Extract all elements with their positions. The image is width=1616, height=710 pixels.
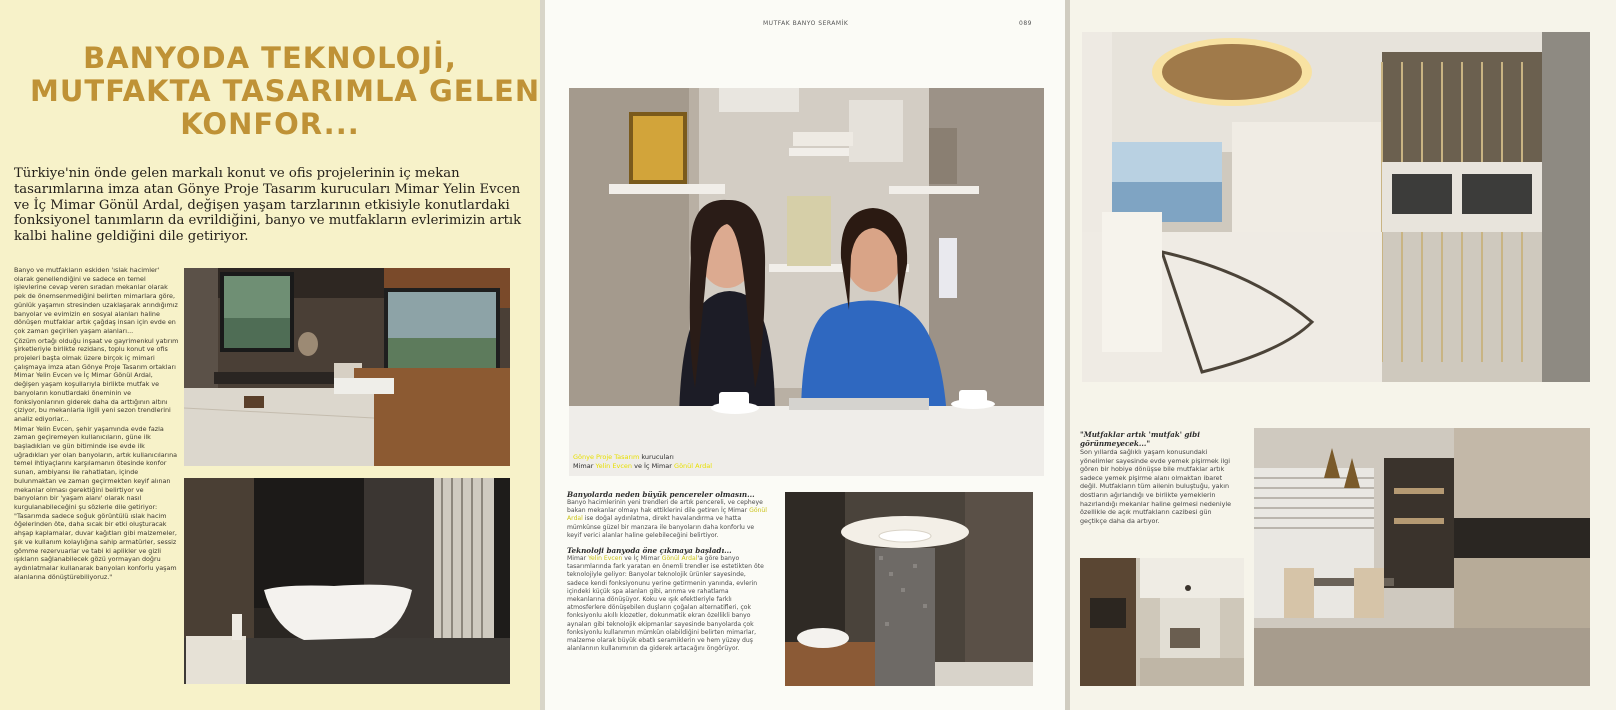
body-paragraph: Çözüm ortağı olduğu inşaat ve gayrimenkul yatırım şirketleriyle birlikte rezidans, toplu konut ve ofis projeleri başta olmak üzere birçok iç mimari çalışmaya imza atan Gönye Proje Tasarım ortakları Mimar Yelin Evcen ve İç Mimar Gönül Ardal, değişen yaşam koşullarıyla birlikte mutfak ve banyoların konutlardaki öneminin ve fonksiyonlarının giderek daha da arttığının altını çiziyor, bu mekanlarla ilgili yeni sezon trendlerini analiz ediyorlar...	[14, 336, 179, 423]
title-line: KONFOR...	[180, 107, 360, 141]
body-paragraph	[567, 555, 767, 653]
page-center	[545, 0, 1065, 710]
title-line: MUTFAKTA TASARIMLA GELEN	[30, 74, 540, 108]
caption-highlight: Gönye Proje Tasarım	[573, 453, 640, 461]
page-number: 089	[1019, 20, 1032, 27]
kitchen-photo-main	[1082, 32, 1590, 382]
text-span: 'a göre banyo tasarımlarında fark yaratan en önemli trendler ise estetikten öte teknolojiyle geliyor: Banyolar teknolojik ürünler sayesinde, sadece kendi fonksiyonunu yerine getirmenin yanında, evlerin içindeki küçük spa alanları gibi, arınma ve rahatlama mekanlarına dönüşüyor. Koku ve ışık efektleriyle farklı atmosferlere dönüşebilen duşların çoğalan alternatifleri, çok fonksiyonlu akıllı klozetler, dokunmatik ekran özellikli banyo aynaları gibi teknolojik ekipmanlar sayesinde banyolarda çok fonksiyonlu kullanımın mümkün olabildiğini belirten mimarlar, malzeme olarak büyük ebatlı seramiklerin ve hem yüzey duş alanlarının kullanımının da giderek artacağını öngörüyor.	[567, 555, 764, 653]
name-highlight: Gönül Ardal	[661, 555, 698, 563]
text-span: Banyo hacimlerinin yeni trendleri de artık pencereli, ve cepheye bakan mekanlar olmayı hak ettiklerini dile getiren İç Mimar	[567, 499, 763, 515]
section-header: MUTFAK BANYO SERAMİK	[763, 20, 849, 27]
caption-highlight: Gönül Ardal	[674, 462, 713, 470]
text-span: ise doğal aydınlatma, direkt havalandırma ve hatta mümkünse güzel bir manzara ile banyoların daha konforlu ve keyif verici alanlar haline gelebileceğini belirtiyor.	[567, 515, 755, 539]
caption-text: ve İç Mimar	[632, 462, 675, 470]
body-paragraph	[567, 499, 767, 540]
portrait-photo-architects	[569, 88, 1044, 476]
pull-quote	[1080, 430, 1240, 525]
page-left	[0, 0, 540, 710]
body-column	[567, 490, 767, 659]
photo-caption	[573, 453, 712, 471]
caption-text: kurucuları	[639, 453, 674, 461]
caption-highlight: Yelin Evcen	[595, 462, 633, 470]
body-paragraph: Banyo ve mutfakların eskiden 'ıslak hacimler' olarak genellendiğini ve sadece en temel işlevlerine cevap veren sıradan mekanlar olarak pek de önemsenmediğini belirten mimarlara göre, günlük yaşamın stresinden uzaklaşarak arındığımız banyolar ve evimizin en sosyal alanları haline dönüşen mutfaklar artık çağdaş insan için evde en çok zaman geçirilen yaşam alanları...	[14, 266, 178, 335]
kitchen-photo-hallway	[1080, 558, 1244, 686]
body-column	[14, 266, 179, 691]
article-title	[30, 41, 540, 141]
lead-paragraph: Türkiye'nin önde gelen markalı konut ve ofis projelerinin iç mekan tasarımlarına imza atan Gönye Proje Tasarım kurucuları Mimar Yelin Evcen ve İç Mimar Gönül Ardal, değişen yaşam tarzlarının etkisiyle konutlardaki fonksiyonel tanımların da evrildiğini, banyo ve mutfakların evlerimizin artık kalbi haline geldiğini dile getiriyor.	[14, 166, 522, 245]
quote-heading: "Mutfaklar artık 'mutfak' gibi görünmeyecek..."	[1080, 430, 1200, 448]
bathroom-photo-shower	[785, 492, 1033, 686]
body-paragraph: Mimar Yelin Evcen, şehir yaşamında evde fazla zaman geçiremeyen kullanıcıların, güne ilk başladıkları ve gün bitiminde ise evde ilk uğradıkları yer olan banyoların, artık kullanıcılarına temel ihtiyaçlarını karşılamanın ötesinde konfor sunan, ambiyansı ile rahatlatan, içinde bulunmaktan ve zaman geçirmekten keyif alınan mekanlar olması gerektiğini belirtiyor ve banyoların bir 'yaşam alanı' olarak nasıl kurgulanabileceğini şu sözlerle dile getiriyor: "Tasarımda sadece soğuk görüntülü ıslak hacim öğelerinden öte, daha sıcak bir etki oluşturacak ahşap kaplamalar, duvar kağıtları gibi malzemeler, şık ve kullanım kolaylığına sahip armatürler, sessiz gömme rezervuarlar ve tabi ki aplikler ve gizli ışıkların sağlanabilecek gözü yormayan doğru aydınlatmalar kullanarak banyoları konforlu yaşam alanlarına dönüştürebiliyoruz."	[14, 424, 178, 581]
kitchen-photo-dining	[1254, 428, 1590, 686]
quote-body: Son yıllarda sağlıklı yaşam konusundaki yönelimler sayesinde evde yemek pişirmek ilgi gören bir hobiye dönüşse bile mutfaklar artık sadece yemek pişirme alanı olmaktan ibaret değil. Mutfakların tüm ailenin buluştuğu, yakın dostların ağırlandığı ve birlikte yemeklerin hazırlandığı mekanlar haline gelmesi nedeniyle özellikle de açık mutfakların cazibesi gün geçtikçe daha da artıyor.	[1080, 448, 1232, 525]
bathroom-photo-window	[184, 268, 510, 466]
subheading: Banyolarda neden büyük pencereler olmasın...	[567, 490, 755, 499]
name-highlight: Yelin Evcen	[588, 555, 623, 563]
page-right	[1070, 0, 1616, 710]
bathroom-photo-tub	[184, 478, 510, 684]
caption-text: Mimar	[573, 462, 596, 470]
title-line: BANYODA TEKNOLOJİ,	[83, 41, 457, 75]
text-span: Mimar	[567, 555, 589, 563]
text-span: ve İç Mimar	[622, 555, 662, 563]
subheading: Teknoloji banyoda öne çıkmaya başladı...	[567, 546, 732, 556]
name-highlight: Gönül Ardal	[567, 507, 767, 523]
